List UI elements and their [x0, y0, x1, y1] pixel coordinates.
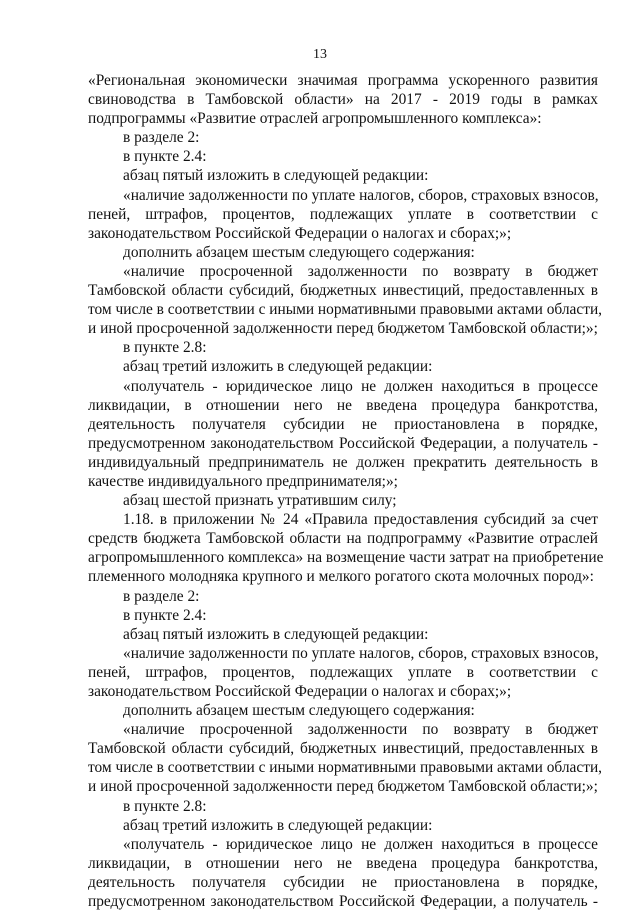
text-line: в пункте 2.4:	[123, 148, 207, 166]
text-line: ликвидации, в отношении него не введена процедура банкротства,	[88, 396, 598, 414]
text-line: «наличие просроченной задолженности по возврату в бюджет	[123, 262, 598, 280]
text-line: Тамбовской области субсидий, бюджетных инвестиций, предоставленных в	[88, 740, 598, 758]
text-line: племенного молодняка крупного и мелкого рогатого скота молочных пород»:	[88, 568, 594, 586]
text-line: абзац третий изложить в следующей редакции:	[123, 816, 433, 834]
text-line: деятельность получателя субсидии не приостановлена в порядке,	[88, 873, 598, 891]
text-line: в пункте 2.8:	[123, 339, 207, 357]
text-line: деятельность получателя субсидии не приостановлена в порядке,	[88, 415, 598, 433]
text-line: пеней, штрафов, процентов, подлежащих уплате в соответствии с	[88, 663, 598, 681]
text-line: индивидуальный предприниматель не должен прекратить деятельность в	[88, 453, 598, 471]
text-line: дополнить абзацем шестым следующего содержания:	[123, 243, 475, 261]
page-number: 13	[313, 47, 327, 62]
text-line: дополнить абзацем шестым следующего содержания:	[123, 702, 475, 720]
text-line: в разделе 2:	[123, 129, 200, 147]
text-line: Тамбовской области субсидий, бюджетных инвестиций, предоставленных в	[88, 282, 598, 300]
text-line: и иной просроченной задолженности перед бюджетом Тамбовской области;»;	[88, 778, 598, 796]
text-line: в пункте 2.4:	[123, 606, 207, 624]
text-line: ликвидации, в отношении него не введена процедура банкротства,	[88, 854, 598, 872]
text-line: абзац пятый изложить в следующей редакции:	[123, 625, 429, 643]
text-line: свиноводства в Тамбовской области» на 2017 - 2019 годы в рамках	[88, 91, 598, 109]
text-line: законодательством Российской Федерации о налогах и сборах;»;	[88, 224, 512, 242]
text-line: агропромышленного комплекса» на возмещение части затрат на приобретение	[88, 549, 604, 567]
text-line: «Региональная экономически значимая программа ускоренного развития	[88, 72, 598, 89]
text-line: 1.18. в приложении № 24 «Правила предоставления субсидий за счет	[123, 511, 598, 529]
text-line: абзац третий изложить в следующей редакции:	[123, 358, 433, 376]
text-line: предусмотренном законодательством Российской Федерации, а получатель -	[88, 893, 598, 911]
text-line: пеней, штрафов, процентов, подлежащих уплате в соответствии с	[88, 205, 598, 223]
text-line: том числе в соответствии с иными нормативными правовыми актами области,	[88, 759, 603, 777]
text-line: том числе в соответствии с иными нормативными правовыми актами области,	[88, 301, 603, 319]
text-line: и иной просроченной задолженности перед бюджетом Тамбовской области;»;	[88, 320, 598, 338]
text-line: абзац шестой признать утратившим силу;	[123, 492, 397, 510]
text-line: в пункте 2.8:	[123, 797, 207, 815]
text-line: средств бюджета Тамбовской области на подпрограмму «Развитие отраслей	[88, 530, 598, 548]
text-line: «получатель - юридическое лицо не должен находиться в процессе	[123, 377, 598, 395]
text-line: качестве индивидуального предпринимателя;»;	[88, 472, 398, 490]
text-line: законодательством Российской Федерации о налогах и сборах;»;	[88, 683, 512, 700]
text-line: абзац пятый изложить в следующей редакции:	[123, 167, 429, 185]
text-line: «наличие задолженности по уплате налогов, сборов, страховых взносов,	[123, 644, 599, 662]
document-body	[88, 71, 604, 911]
text-line: предусмотренном законодательством Российской Федерации, а получатель -	[88, 434, 598, 452]
text-line: «получатель - юридическое лицо не должен находиться в процессе	[123, 835, 598, 853]
text-line: подпрограммы «Развитие отраслей агропромышленного комплекса»:	[88, 110, 542, 128]
text-line: «наличие задолженности по уплате налогов, сборов, страховых взносов,	[123, 186, 599, 204]
text-line: «наличие просроченной задолженности по возврату в бюджет	[123, 721, 598, 739]
text-line: в разделе 2:	[123, 587, 200, 605]
